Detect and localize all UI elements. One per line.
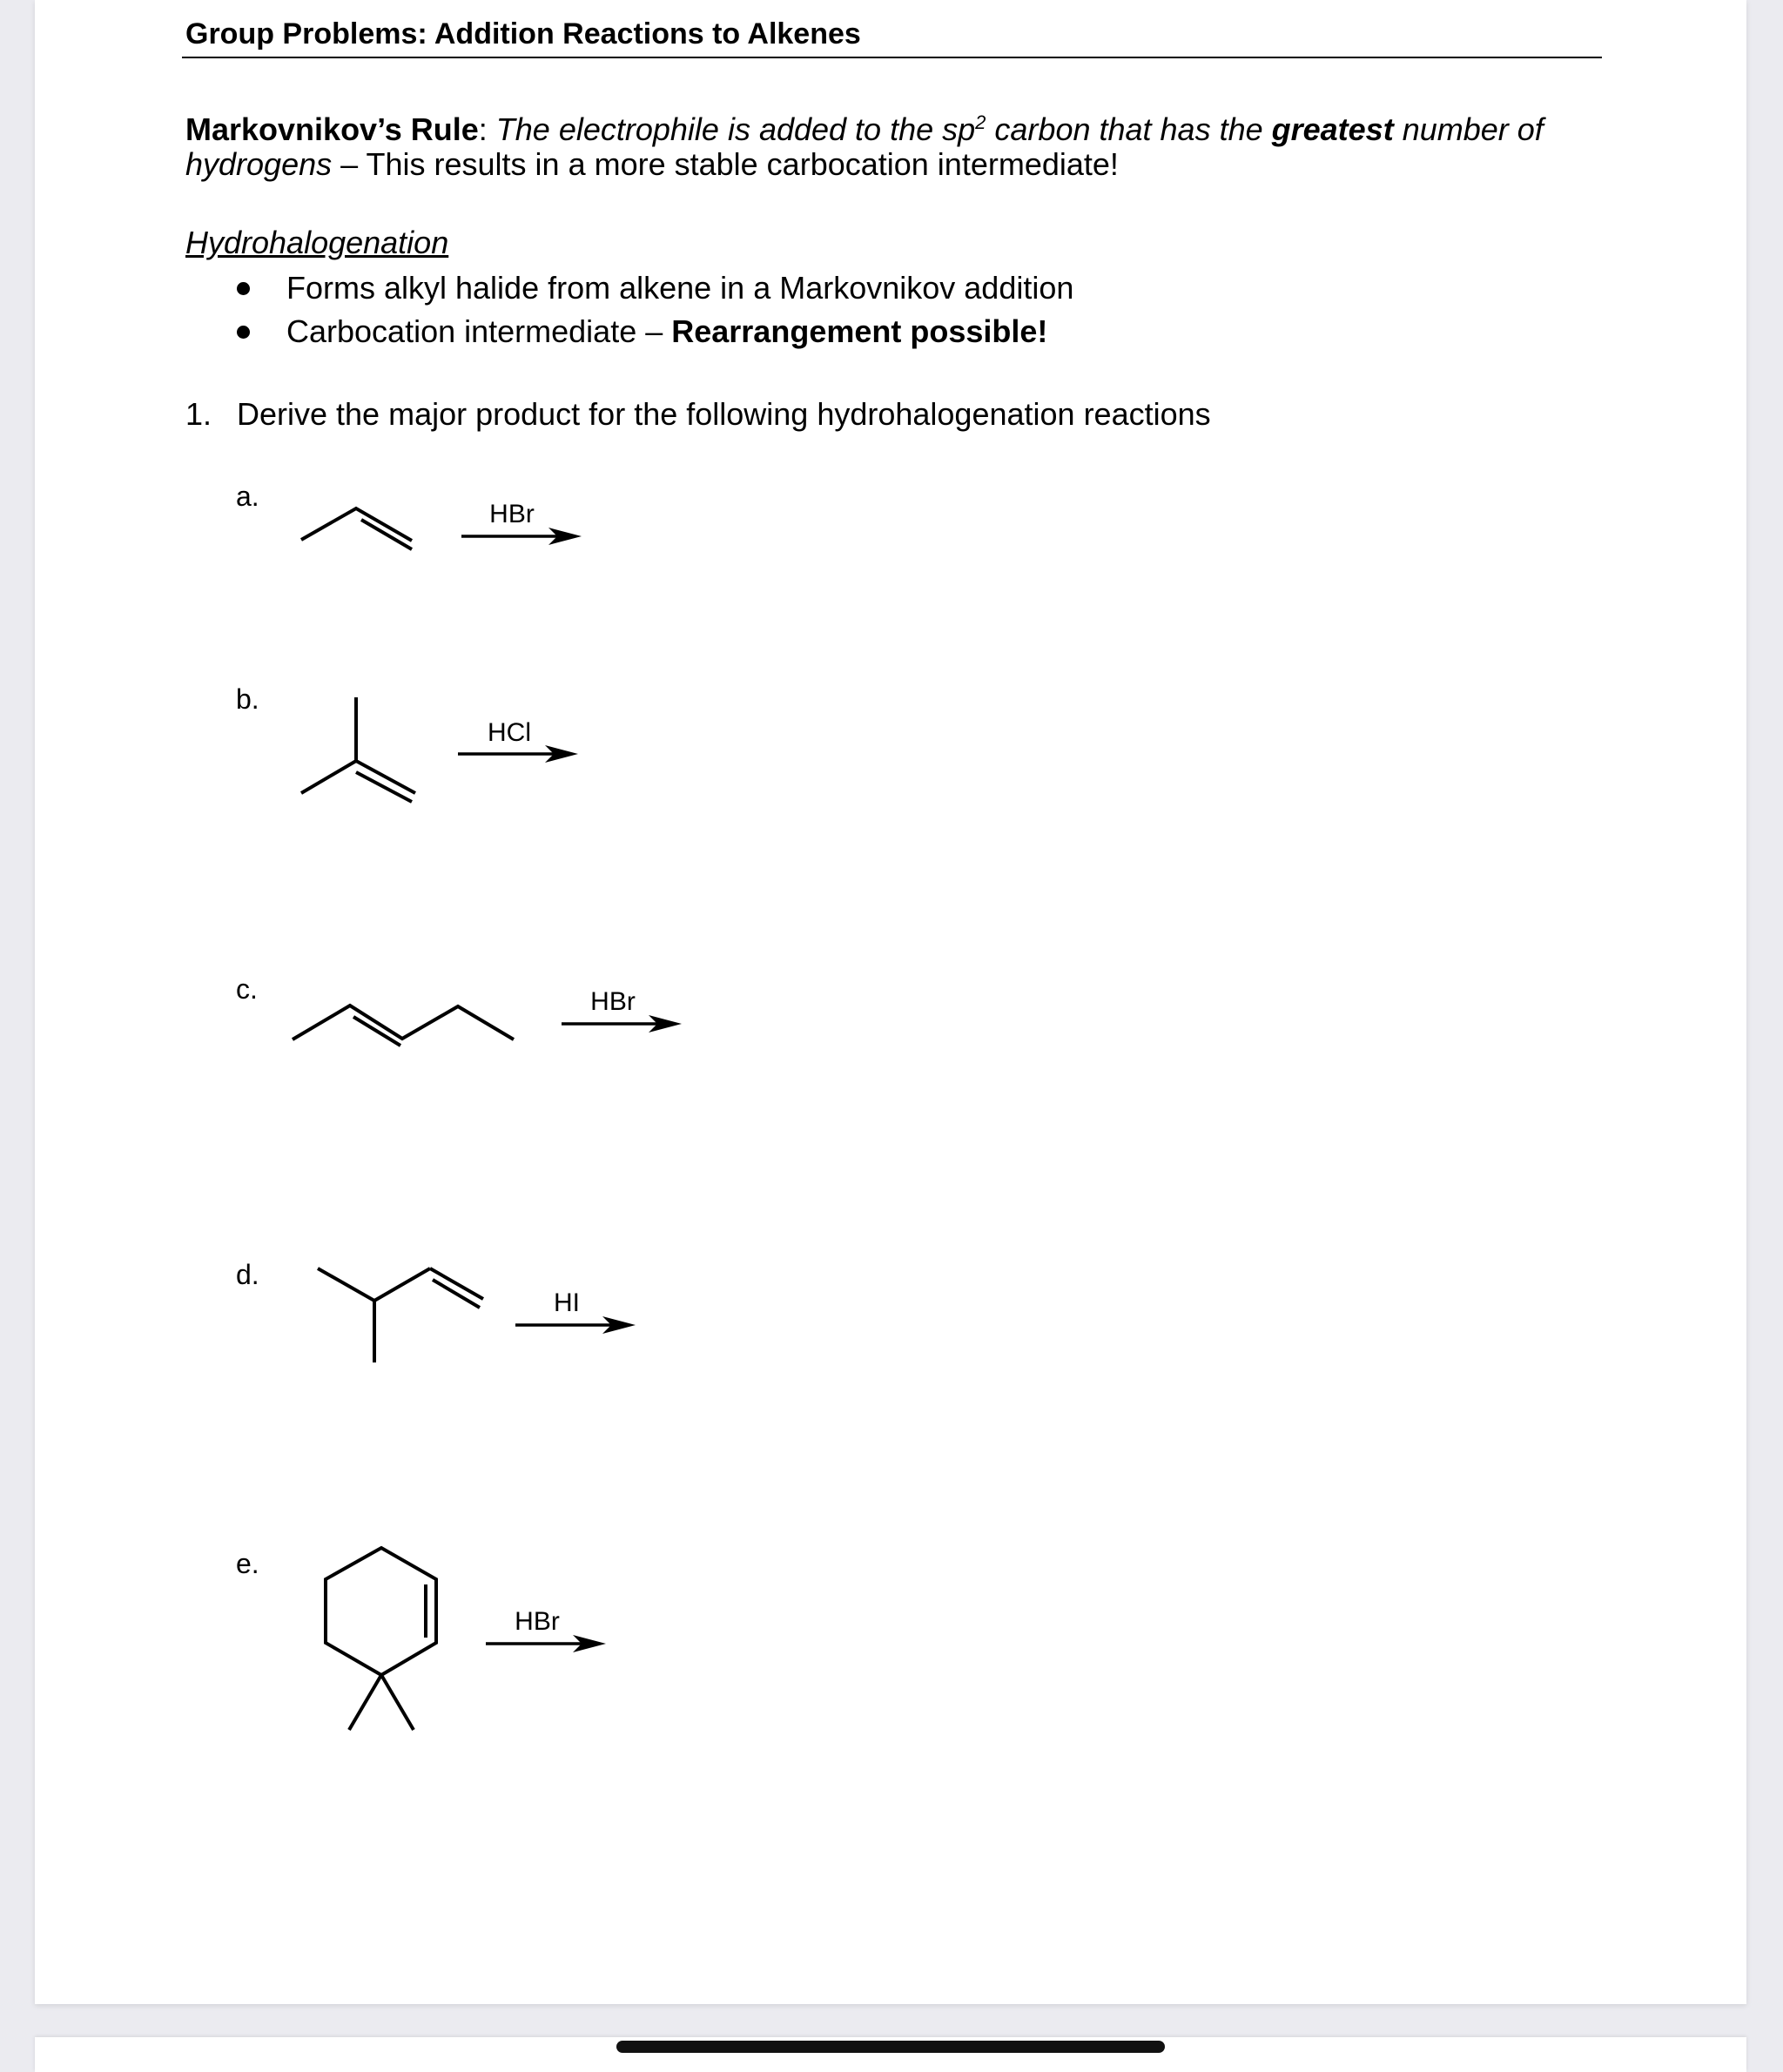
- arrow-c: [562, 1015, 682, 1033]
- markovnikov-italic-1: The electrophile is added to the sp: [495, 111, 976, 147]
- markovnikov-italic-2: carbon that has the: [986, 111, 1272, 147]
- markovnikov-label: Markovnikov’s Rule: [185, 111, 479, 147]
- methylbutene-structure: [318, 1268, 483, 1362]
- arrow-d: [515, 1316, 636, 1334]
- arrow-e: [486, 1635, 606, 1652]
- question-number: 1.: [185, 396, 212, 432]
- question-text: Derive the major product for the following hydrohalogenation reactions: [237, 396, 1211, 432]
- methylpropene-structure: [301, 697, 415, 802]
- dimethylcyclohexene-structure: [326, 1548, 436, 1730]
- problem-label-c: c.: [236, 973, 258, 1005]
- markovnikov-plain: – This results in a more stable carbocation intermediate!: [332, 146, 1119, 182]
- markovnikov-italic-3: number of: [1393, 111, 1544, 147]
- section-heading: Hydrohalogenation: [185, 225, 449, 260]
- propene-structure: [301, 508, 412, 549]
- bullet-item: Forms alkyl halide from alkene in a Markovnikov addition: [286, 270, 1074, 306]
- reaction-arrows: [458, 528, 682, 1652]
- bullet-item-text: Carbocation intermediate –: [286, 313, 672, 349]
- page-title: Group Problems: Addition Reactions to Alkenes: [185, 17, 861, 50]
- pentene-structure: [293, 1006, 514, 1046]
- reagent-b: HCl: [488, 718, 531, 747]
- markovnikov-italic-4: hydrogens: [185, 146, 333, 182]
- problem-label-d: d.: [236, 1259, 259, 1290]
- arrow-a: [461, 528, 582, 545]
- markovnikov-colon: :: [478, 111, 496, 147]
- reagent-a: HBr: [489, 500, 535, 528]
- home-indicator[interactable]: [616, 2041, 1165, 2053]
- problem-label-e: e.: [236, 1548, 259, 1579]
- reagent-d: HI: [554, 1288, 580, 1317]
- problem-label-a: a.: [236, 481, 259, 512]
- bullet-item-bold: Rearrangement possible!: [671, 313, 1048, 349]
- problem-label-b: b.: [236, 683, 259, 715]
- markovnikov-greatest: greatest: [1271, 111, 1394, 147]
- reagent-e: HBr: [515, 1607, 560, 1636]
- arrow-b: [458, 745, 578, 763]
- sp2-superscript: 2: [975, 111, 986, 133]
- reagent-c: HBr: [590, 987, 636, 1016]
